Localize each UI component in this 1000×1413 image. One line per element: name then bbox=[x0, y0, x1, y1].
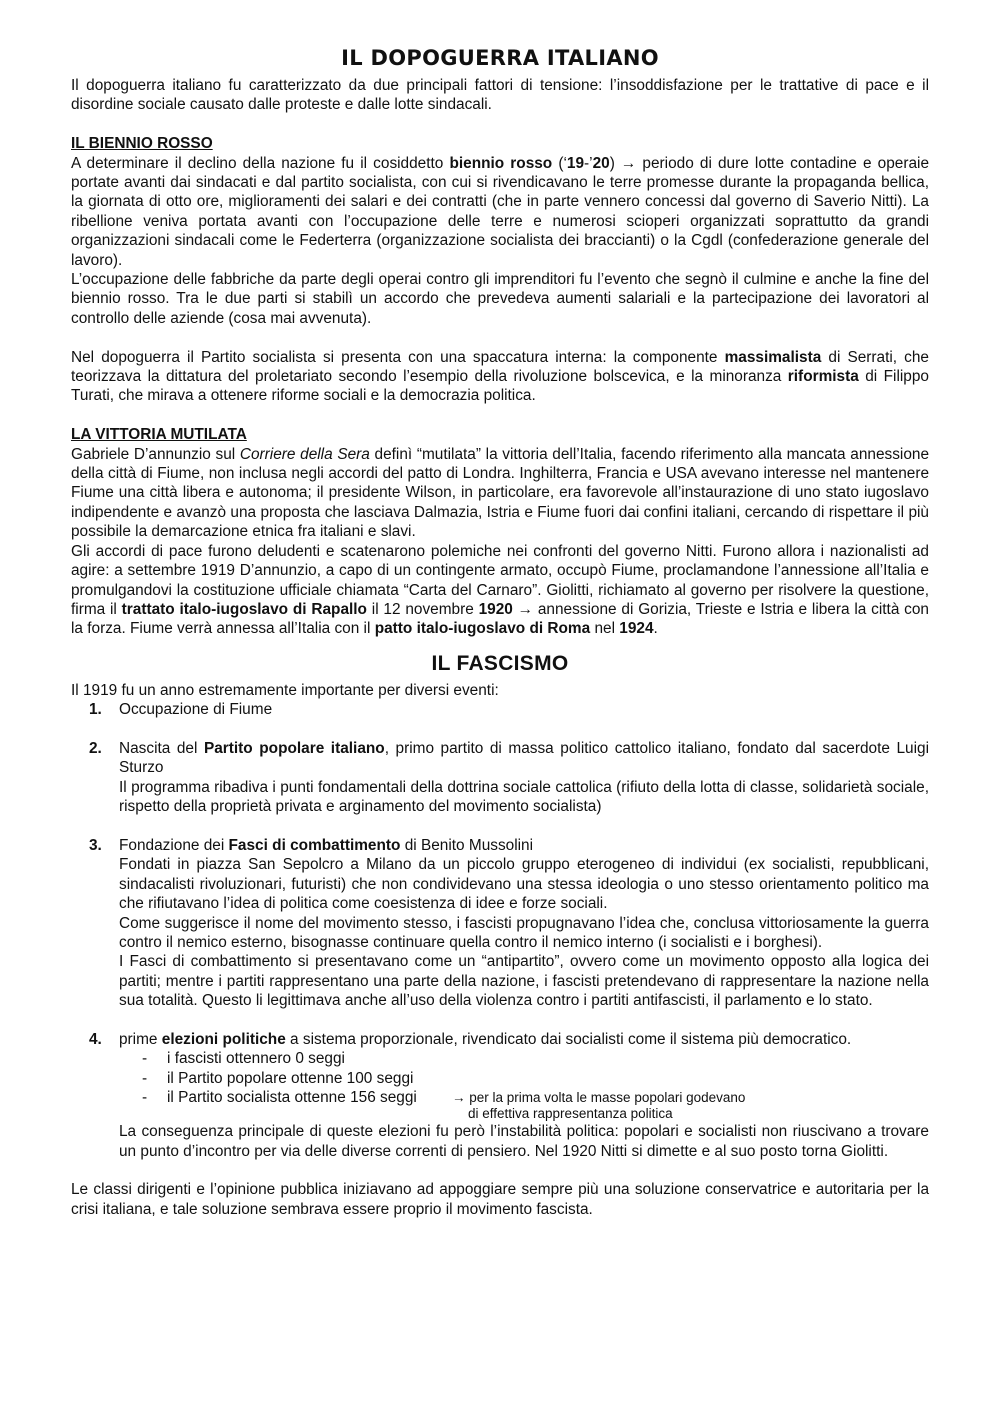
list-item-detail: Il programma ribadiva i punti fondamentali della dottrina sociale cattolica (rifiuto della lotta di classe, solidarietà sociale, rispetto della proprietà privata e arginamento del movimento socialista) bbox=[119, 778, 929, 816]
section-heading-biennio-rosso: IL BIENNIO ROSSO bbox=[71, 135, 213, 153]
document-page bbox=[71, 44, 929, 1219]
vittoria-paragraph-2: Gli accordi di pace furono deludenti e scatenarono polemiche nei confronti del governo Nitti. Furono allora i nazionalisti ad agire: a settembre 1919 D’annunzio, a capo di un contingente armato, occupò Fiume, proclamandone l’annessione all’Italia e promulgandovi la costituzione ufficiale chiamata “Carta del Carnaro”. Giolitti, richiamato al governo per risolvere la questione, firma il trattato italo-iugoslavo di Rapallo il 12 novembre 1920 → annessione di Gorizia, Trieste e Istria e libera la città con la forza. Fiume verrà annessa all’Italia con il patto italo-iugoslavo di Roma nel 1924. bbox=[71, 542, 929, 638]
seat-result-socialista: - il Partito socialista ottenne 156 seggi bbox=[71, 1088, 929, 1107]
list-number: 3. bbox=[89, 836, 102, 854]
section-heading-vittoria-mutilata: LA VITTORIA MUTILATA bbox=[71, 426, 247, 444]
list-item bbox=[71, 1030, 929, 1049]
list-item bbox=[71, 836, 929, 1011]
fascismo-intro: Il 1919 fu un anno estremamente importante per diversi eventi: bbox=[71, 681, 499, 699]
intro-paragraph: Il dopoguerra italiano fu caratterizzato da due principali fattori di tensione: l’insoddisfazione per le trattative di pace e il disordine sociale causato dalle proteste e dalle lotte sindacali. bbox=[71, 77, 929, 114]
list-item-text: prime elezioni politiche a sistema proporzionale, rivendicato dai socialisti come il sistema più democratico. bbox=[119, 1031, 852, 1048]
section-title-fascismo: IL FASCISMO bbox=[431, 651, 569, 675]
vittoria-paragraph-1: Gabriele D’annunzio sul Corriere della Sera definì “mutilata” la vittoria dell’Italia, facendo riferimento alla mancata annessione della città di Fiume, non inclusa negli accordi del patto di Londra. Inghilterra, Francia e USA avevano interesse nel mantenere Fiume una città libera e autonoma; il presidente Wilson, in particolare, era favorevole all’instaurazione di uno stato iugoslavo indipendente e avanzò una proposta che lasciava Dalmazia, Istria e Fiume fuori dai confini italiani, cercando di rispettare il più possibile la demarcazione etnica fra italiani e slavi. bbox=[71, 445, 929, 541]
list-item bbox=[71, 700, 929, 719]
list-number: 2. bbox=[89, 739, 102, 757]
list-item-detail: Fondati in piazza San Sepolcro a Milano da un piccolo gruppo eterogeneo di individui (ex socialisti, repubblicani, sindacalisti rivoluzionari, futuristi) che non condividevano una stessa ideologia o uno stesso orientamento politico ma che rifiutavano l’idea di politica come coesistenza di idee e forze sociali. bbox=[119, 856, 929, 913]
biennio-paragraph-2: L’occupazione delle fabbriche da parte degli operai contro gli imprenditori fu l’evento che segnò il culmine e anche la fine del biennio rosso. Tra le due parti si stabilì un accordo che prevedeva aumenti salariali e la partecipazione dei lavoratori al controllo delle aziende (cosa mai avvenuta). bbox=[71, 271, 929, 327]
list-item bbox=[71, 739, 929, 817]
page-title: IL DOPOGUERRA ITALIANO bbox=[341, 46, 659, 70]
biennio-paragraph-3: Nel dopoguerra il Partito socialista si presenta con una spaccatura interna: la componente massimalista di Serrati, che teorizzava la dittatura del proletariato secondo l’esempio della rivoluzione bolscevica, e la minoranza riformista di Filippo Turati, che mirava a ottenere riforme sociali e la democrazia politica. bbox=[71, 348, 929, 405]
seat-note-line-2: di effettiva rappresentanza politica bbox=[468, 1106, 673, 1122]
list-number: 4. bbox=[89, 1031, 102, 1048]
list-item-detail: I Fasci di combattimento si presentavano come un “antipartito”, ovvero come un movimento opposto alla logica dei partiti; mentre i partiti rappresentano una parte della nazione, i fascisti pretendevano di rappresentare la nazione nella sua totalità. Questo li legittimava anche all’uso della violenza contro i partiti antifascisti, il parlamento e lo stato. bbox=[119, 953, 929, 1010]
list-item-detail: La conseguenza principale di queste elezioni fu però l’instabilità politica: popolari e socialisti non riuscivano a trovare un punto d’incontro per via delle diverse correnti di pensiero. Nel 1920 Nitti si dimette e al suo posto torna Giolitti. bbox=[119, 1123, 929, 1160]
list-item-text: Nascita del Partito popolare italiano, primo partito di massa politico cattolico italiano, fondato dal sacerdote Luigi Sturzo bbox=[119, 739, 929, 777]
list-item-detail: Come suggerisce il nome del movimento stesso, i fascisti propugnavano l’idea che, conclusa vittoriosamente la guerra contro il nemico esterno, bisognasse continuare quella contro il nemico interno (i socialisti e i borghesi). bbox=[119, 914, 929, 951]
list-item-text: Fondazione dei Fasci di combattimento di Benito Mussolini bbox=[119, 836, 534, 854]
list-item-text: Occupazione di Fiume bbox=[119, 701, 273, 719]
list-number: 1. bbox=[89, 701, 102, 719]
seat-result-socialista-row bbox=[71, 1088, 929, 1122]
seat-result-fascisti: - i fascisti ottennero 0 seggi bbox=[71, 1049, 929, 1068]
closing-paragraph: Le classi dirigenti e l’opinione pubblica iniziavano ad appoggiare sempre più una soluzione conservatrice e autoritaria per la crisi italiana, e tale soluzione sembrava essere proprio il movimento fascista. bbox=[71, 1181, 929, 1218]
list-item-continuation bbox=[71, 1122, 929, 1161]
biennio-paragraph-1: A determinare il declino della nazione fu il cosiddetto biennio rosso (‘19-’20) → periodo di dure lotte contadine e operaie portate avanti dai sindacati e dal partito socialista, con cui si rivendicavano le terre promesse durante la propaganda bellica, la giornata di otto ore, miglioramenti dei salari e dei contratti (che in parte vennero concessi dal governo di Saverio Nitti). La ribellione veniva portata avanti con l’occupazione delle terre e numerosi scioperi organizzati soprattutto da grandi organizzazioni sindacali come le Federterra (organizzazione socialista dei braccianti) o la Cgdl (confederazione generale del lavoro). bbox=[71, 154, 930, 269]
seat-result-popolare: - il Partito popolare ottenne 100 seggi bbox=[71, 1069, 929, 1088]
seat-note-line-1: → per la prima volta le masse popolari godevano bbox=[452, 1090, 746, 1106]
